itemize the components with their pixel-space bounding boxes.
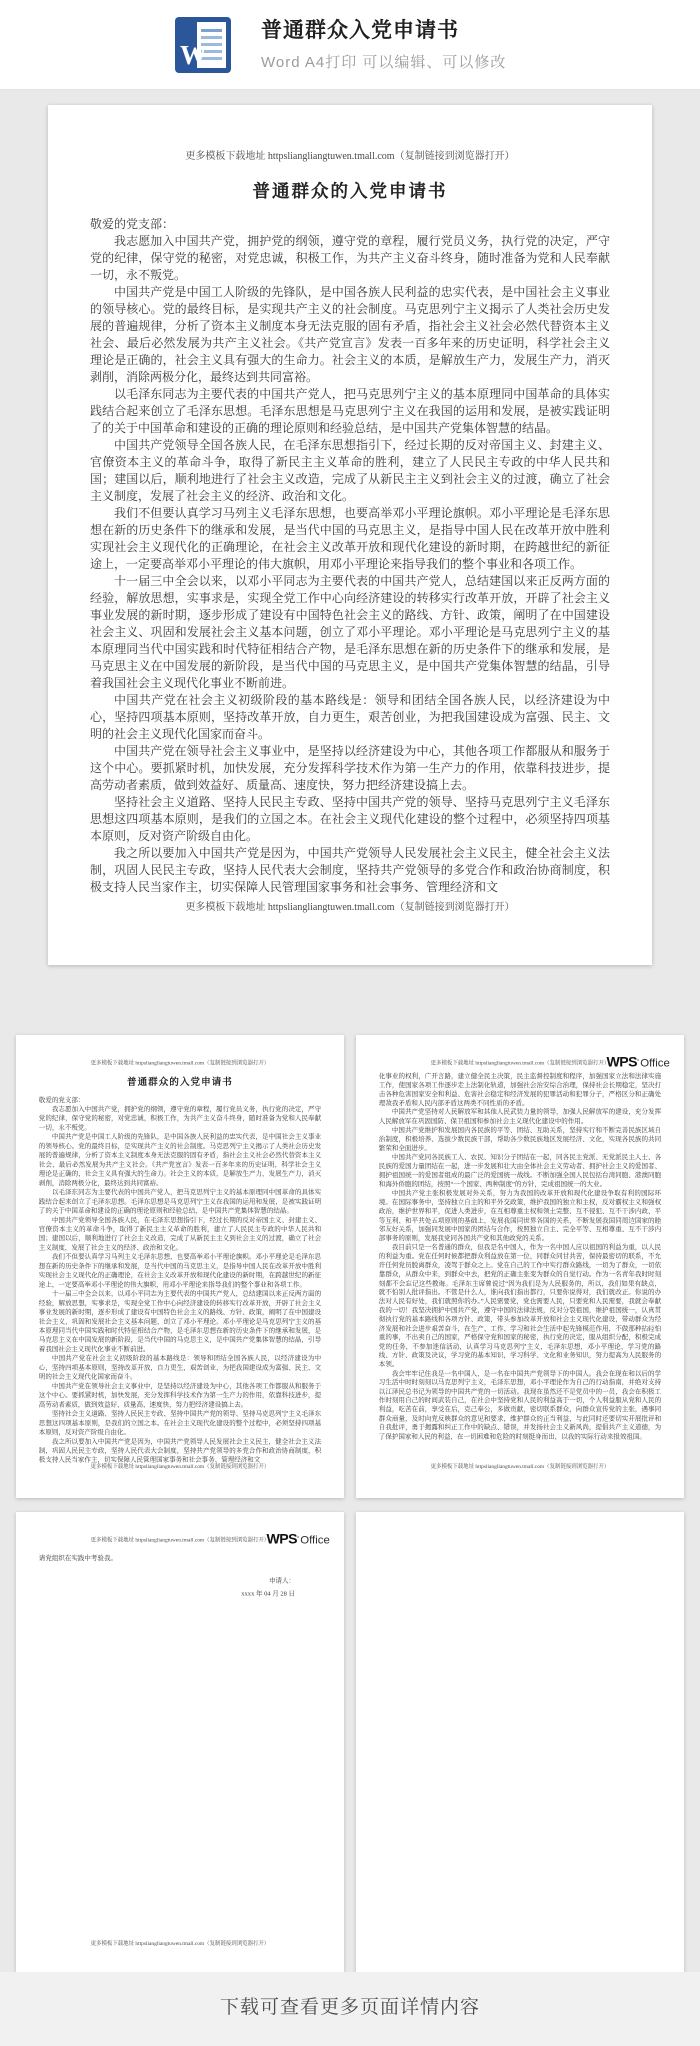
- word-file-icon: [175, 17, 231, 73]
- doc-paragraph: 坚持社会主义道路、坚持人民民主专政、坚持中国共产党的领导、坚持马克思列宁主义毛泽东思想这四项基本原则，是我们的立国之本。在社会主义现代化建设的整个过程中，必须坚持四项基本原则，反对资产阶级自由化。: [90, 795, 610, 843]
- doc-paragraph: 中国共产党同各民族工人、农民、知识分子团结在一起，同各民主党派、无党派民主人士、各民族的爱国力量团结在一起，进一步发展和壮大由全体社会主义劳动者、拥护社会主义的爱国者、拥护祖国统一的爱国者组成的最广泛的爱国统一战线。不断加强全国人民包括台湾同胞、港澳同胞和海外侨胞的团结，按照“一个国家、两种制度”的方针，完成祖国统一的大业。: [378, 1152, 662, 1188]
- doc-paragraph: 以毛泽东同志为主要代表的中国共产党人，把马克思列宁主义的基本原理同中国革命的具体实践结合起来创立了毛泽东思想。毛泽东思想是马克思列宁主义在我国的运用和发展，是被实践证明了的关于中国革命和建设的正确的理论原则和经验总结，是中国共产党集体智慧的结晶。: [38, 1188, 322, 1215]
- doc-paragraph: 中国共产党在领导社会主义事业中，是坚持以经济建设为中心，其他各项工作都服从和服务于这个中心。要抓紧时机，加快发展，充分发挥科学技术作为第一生产力的作用，依靠科技进步，提高劳动者素质，做到效益好、质量高、速度快，努力把经济建设搞上去。: [90, 744, 610, 792]
- page-subtitle: Word A4打印 可以编辑、可以修改: [261, 53, 507, 71]
- thumbnail-grid: [0, 1035, 700, 1972]
- doc-paragraph: 中国共产党主张积极发展对外关系，努力为我国的改革开放和现代化建设争取有利的国际环境。在国际事务中，坚持独立自主的和平外交政策，维护我国的独立和主权，反对霸权主义和强权政治，维护世界和平，促进人类进步，在互相尊重主权和领土完整、互不侵犯、互不干涉内政、平等互利、和平共处五项原则的基础上，发展我国同世界各国的关系，不断发展我国同周边国家的睦邻友好关系，加强同发展中国家的团结与合作，按照独立自主、完全平等、互相尊重、互不干涉内部事务的原则，发展我党同各国共产党和其他政党的关系。: [378, 1189, 662, 1242]
- page-thumbnail-1[interactable]: [16, 1035, 344, 1498]
- doc-paragraph: 中国共产党维护和发展国内各民族的平等、团结、互助关系，坚持实行和不断完善民族区域自治制度，积极培养、选拔少数民族干部，帮助各少数民族地区发展经济、文化，实现各民族的共同繁荣和全面进步。: [378, 1125, 662, 1152]
- doc-watermark-footer: 更多模板下载地址 httpsliangliangtuwen.tmall.com（复制链接到浏览器打开）: [90, 1463, 270, 1470]
- wps-office-logo: WPS°Office: [606, 1053, 670, 1070]
- doc-title: 普通群众的入党申请书: [252, 181, 448, 201]
- doc-signature-block: [16, 1574, 344, 1600]
- page-thumbnail-2[interactable]: [356, 1035, 684, 1498]
- doc-paragraph: 我们不但要认真学习马列主义毛泽东思想，也要高举邓小平理论旗帜。邓小平理论是毛泽东思想在新的历史条件下的继承和发展，是当代中国的马克思主义，是指导中国人民在改革开放中胜利实现社会主义现代化的正确理论，在社会主义改革开放和现代化建设的新时期，在跨越世纪的新征途上，一定要高举邓小平理论的伟大旗帜，用邓小平理论来指导我们的整个事业和各项工作。: [38, 1252, 322, 1288]
- doc-paragraph: 中国共产党领导全国各族人民，在毛泽东思想指引下，经过长期的反对帝国主义、封建主义、官僚资本主义的革命斗争，取得了新民主主义革命的胜利，建立了人民民主专政的中华人民共和国；建国以后，顺利地进行了社会主义改造，完成了从新民主主义到社会主义的过渡，确立了社会主义制度，发展了社会主义的经济、政治和文化。: [90, 438, 610, 503]
- doc-watermark-header: 更多模板下载地址 httpsliangliangtuwen.tmall.com（复制链接到浏览器打开）: [185, 151, 515, 162]
- doc-watermark-header: 更多模板下载地址 httpsliangliangtuwen.tmall.com（复制链接到浏览器打开）: [430, 1059, 610, 1066]
- doc-paragraph: 十一届三中全会以来，以邓小平同志为主要代表的中国共产党人，总结建国以来正反两方面的经验，解放思想，实事求是，实现全党工作中心向经济建设的转移实行改革开放，开辟了社会主义事业发展的新时期，逐步形成了建设有中国特色社会主义的路线、方针、政策，阐明了在中国建设社会主义、巩固和发展社会主义基本问题，创立了邓小平理论。邓小平理论是马克思列宁主义的基本原理同当代中国实践和时代特征相结合产物，是毛泽东思想在新的历史条件下的继承和发展，是马克思主义在中国发展的新阶段，是当代中国的马克思主义，是中国共产党集体智慧的结晶，引导着我国社会主义现代化事业不断前进。: [90, 574, 610, 690]
- doc-paragraph: 中国共产党领导全国各族人民，在毛泽东思想指引下，经过长期的反对帝国主义、封建主义、官僚资本主义的革命斗争，取得了新民主主义革命的胜利，建立了人民民主专政的中华人民共和国；建国以后，顺利地进行了社会主义改造，完成了从新民主主义到社会主义的过渡，确立了社会主义制度，发展了社会主义的经济、政治和文化。: [38, 1215, 322, 1252]
- doc-body-page1-thumb: [39, 1095, 321, 1464]
- doc-paragraph: 我志愿加入中国共产党，拥护党的纲领，遵守党的章程，履行党员义务，执行党的决定，严守党的纪律，保守党的秘密，对党忠诚，积极工作，为共产主义奋斗终身，随时准备为党和人民奉献一切，永不叛党。: [90, 234, 610, 282]
- doc-paragraph: 中国共产党是中国工人阶级的先锋队，是中国各族人民利益的忠实代表，是中国社会主义事业的领导核心。党的最终目标，是实现共产主义的社会制度。马克思列宁主义揭示了人类社会历史发展的普遍规律，分析了资本主义制度本身无法克服的固有矛盾，指社会主义社会必然代替资本主义社会、最后必然发展为共产主义社会。《共产党宣言》发表一百多年来的历史证明，科学社会主义理论是正确的，社会主义具有强大的生命力。社会主义的本质，是解放生产力，发展生产力，消灭剥削，消除两极分化，最终达到共同富裕。: [38, 1132, 322, 1187]
- doc-salutation: 敬爱的党支部：: [38, 1095, 85, 1104]
- doc-watermark-header: 更多模板下载地址 httpsliangliangtuwen.tmall.com（复制链接到浏览器打开）: [90, 1059, 270, 1066]
- doc-watermark-footer: 更多模板下载地址 httpsliangliangtuwen.tmall.com（复制链接到浏览器打开）: [430, 1463, 610, 1470]
- bottom-note-bar: [0, 1972, 700, 2046]
- doc-salutation: 敬爱的党支部：: [90, 217, 175, 231]
- footer-note: 下载可查看更多页面详情内容: [219, 1997, 480, 2018]
- page-thumbnail-3[interactable]: [16, 1512, 344, 1972]
- doc-date: xxxx 年 04 月 28 日: [241, 1589, 296, 1598]
- doc-paragraph: 我志愿加入中国共产党，拥护党的纲领，遵守党的章程，履行党员义务，执行党的决定，严守党的纪律，保守党的秘密，对党忠诚，积极工作，为共产主义奋斗终身，随时准备为党和人民奉献一切，永不叛党。: [38, 1105, 322, 1132]
- header-bar: [0, 0, 700, 90]
- doc-paragraph: 我之所以要加入中国共产党是因为，中国共产党领导人民发展社会主义民主，健全社会主义法制，巩固人民民主专政，坚持人民代表大会制度，坚持共产党领导的多党合作和政治协商制度，积极支持人民当家作主，切实保障人民管理国家事务和社会事务、管理经济和文: [90, 846, 610, 894]
- wps-office-logo: WPS°Office: [266, 1530, 330, 1547]
- doc-signer: 申请人：: [268, 1576, 296, 1585]
- doc-paragraph: 我会牢牢记住我是一名中国人，是一名在中国共产党领导下的中国人。我会在现在和以后的学习生活中时时刻刻以马克思列宁主义，毛泽东思想，邓小平理论作为自己的行动指南，并绝对支持以江泽民总书记为领导的中国共产党的一切活动。我现在虽然还不是党员中的一员，我会在积极工作时刻用自己的时间武装自己，在社会中坚持党和人民的利益高于一切，个人利益服从党和人民的利益，吃苦在前，享受在后，克己奉公，多做贡献，密切联系群众，向群众宣传党的主张，遇事同群众商量，及时向党反映群众的意见和要求，维护群众的正当利益，与此同时还要切实开展批评和自我批评，勇于揭露和纠正工作中的缺点、错误，并发扬社会主义新风尚，提倡共产主义道德，为了保护国家和人民的利益，在一切困难和危险的时刻挺身而出，以我的实际行动来报效祖国。: [378, 1369, 662, 1440]
- page-title: 普通群众入党申请书: [261, 18, 459, 42]
- doc-watermark-footer: 更多模板下载地址 httpsliangliangtuwen.tmall.com（复制链接到浏览器打开）: [90, 1940, 270, 1947]
- doc-paragraph: 中国共产党在社会主义初级阶段的基本路线是：领导和团结全国各族人民，以经济建设为中心，坚持四项基本原则，坚持改革开放，自力更生，艰苦创业，为把我国建设成为富强、民主、文明的社会主义现代化国家而奋斗。: [38, 1354, 322, 1381]
- doc-closing-line: 请党组织在实践中考验我。: [38, 1553, 117, 1562]
- doc-paragraph: 中国共产党是中国工人阶级的先锋队，是中国各族人民利益的忠实代表，是中国社会主义事业的领导核心。党的最终目标，是实现共产主义的社会制度。马克思列宁主义揭示了人类社会历史发展的普遍规律，分析了资本主义制度本身无法克服的固有矛盾，指社会主义社会必然代替资本主义社会、最后必然发展为共产主义社会。《共产党宣言》发表一百多年来的历史证明，科学社会主义理论是正确的，社会主义具有强大的生命力。社会主义的本质，是解放生产力，发展生产力，消灭剥削，消除两极分化，最终达到共同富裕。: [90, 285, 610, 384]
- preview-area: [0, 105, 700, 1972]
- doc-paragraph: 中国共产党坚持对人民解放军和其他人民武装力量的领导，加强人民解放军的建设，充分发挥人民解放军在巩固国防、保卫祖国和参加社会主义现代化建设中的作用。: [378, 1107, 662, 1125]
- doc-paragraph: 我之所以要加入中国共产党是因为，中国共产党领导人民发展社会主义民主，健全社会主义法制，巩固人民民主专政，坚持人民代表大会制度，坚持共产党领导的多党合作和政治协商制度，积极支持人民当家作主，切实保障人民管理国家事务和社会事务、管理经济和文: [38, 1437, 322, 1464]
- doc-paragraph: 中国共产党在社会主义初级阶段的基本路线是：领导和团结全国各族人民，以经济建设为中心，坚持四项基本原则，坚持改革开放，自力更生，艰苦创业，为把我国建设成为富强、民主、文明的社会主义现代化国家而奋斗。: [90, 693, 610, 741]
- doc-paragraph: 化事业的权利，广开言路，建立健全民主决策，民主监督控制度和程序，加强国家立法和法律实施工作，使国家各项工作逐步走上法制化轨道，加强社会治安综合治理，保持社会长期稳定，坚决打击各种危害国家安全和利益、危害社会稳定和经济发展的犯罪活动和犯罪分子，严格区分和正确处理敌我矛盾和人民内部矛盾这两类不同性质的矛盾。: [378, 1071, 662, 1107]
- doc-paragraph: 十一届三中全会以来，以邓小平同志为主要代表的中国共产党人，总结建国以来正反两方面的经验，解放思想，实事求是，实现全党工作中心向经济建设的转移实行改革开放，开辟了社会主义事业发展的新时期，逐步形成了建设有中国特色社会主义的路线、方针、政策，阐明了在中国建设社会主义、巩固和发展社会主义基本问题，创立了邓小平理论。邓小平理论是马克思列宁主义的基本原理同当代中国实践和时代特征相结合产物，是毛泽东思想在新的历史条件下的继承和发展，是马克思主义在中国发展的新阶段，是当代中国的马克思主义，是中国共产党集体智慧的结晶，引导着我国社会主义现代化事业不断前进。: [38, 1289, 322, 1353]
- doc-title: 普通群众的入党申请书: [127, 1076, 233, 1088]
- doc-paragraph: 以毛泽东同志为主要代表的中国共产党人，把马克思列宁主义的基本原理同中国革命的具体实践结合起来创立了毛泽东思想。毛泽东思想是马克思列宁主义在我国的运用和发展，是被实践证明了的关于中国革命和建设的正确的理论原则和经验总结，是中国共产党集体智慧的结晶。: [90, 387, 610, 435]
- doc-paragraph: 中国共产党在领导社会主义事业中，是坚持以经济建设为中心，其他各项工作都服从和服务于这个中心。要抓紧时机，加快发展，充分发挥科学技术作为第一生产力的作用，依靠科技进步，提高劳动者素质，做到效益好、质量高、速度快，努力把经济建设搞上去。: [38, 1381, 322, 1408]
- doc-body-page2: [379, 1071, 661, 1440]
- doc-paragraph: 我目前只是一名普通的群众，但我是名中国人，作为一名中国人应以祖国的利益为重，以人民的利益为重。党在任何时候都把群众利益放在第一位，同群众同甘共苦，保持最密切的联系，不允许任何党员脱离群众，凌驾于群众之上。党在自己的工作中实行群众路线，一切为了群众，一切依靠群众，从群众中来，到群众中去，把党的正确主张变为群众的自觉行动。作为一名青年我时时刻刻都不会忘记这些教诲。毛泽东主席曾说过“因为我们是为人民服务的，所以，我们如果有缺点，就不怕别人批评指出。不管是什么人，谁向我们指出都行，只要你说得对，我们就改正。你说的办法对人民有好处，我们就照你的办。”人民需要党，党也需要人民，只要党和人民需要，我就会奉献我的一切！我坚决拥护中国共产党，遵守中国的法律法规，反对分裂祖国，维护祖国统一，认真贯彻执行党的基本路线和各项方针、政策，带头参加改革开放和社会主义现代化建设，带动群众为经济发展和社会进步艰苦奋斗，在生产、工作、学习和社会生活中起先锋模范作用，不做那种拈轻怕重的事，不出卖自己的国家，严格保守党和国家的秘密，执行党的决定，服从组织分配，积极完成党的任务，不参加迷信活动，认真学习马克思列宁主义，毛泽东思想，邓小平理论，学习党的路线、方针、政策及决议，学习党的基本知识，学习科学、文化和业务知识，努力提高为人民服务的本领。: [378, 1243, 662, 1368]
- doc-watermark-footer: 更多模板下载地址 httpsliangliangtuwen.tmall.com（复制链接到浏览器打开）: [185, 902, 515, 913]
- word-icon-letter: W: [180, 39, 207, 70]
- doc-watermark-header: 更多模板下载地址 httpsliangliangtuwen.tmall.com（复制链接到浏览器打开）: [90, 1536, 270, 1543]
- page-preview-1[interactable]: [48, 105, 652, 965]
- page-thumbnail-4-blank[interactable]: [356, 1512, 684, 1972]
- doc-body-page1: [90, 216, 610, 896]
- doc-paragraph: 坚持社会主义道路、坚持人民民主专政、坚持中国共产党的领导、坚持马克思列宁主义毛泽东思想这四项基本原则，是我们的立国之本。在社会主义现代化建设的整个过程中，必须坚持四项基本原则，反对资产阶级自由化。: [38, 1409, 322, 1436]
- doc-paragraph: 我们不但要认真学习马列主义毛泽东思想，也要高举邓小平理论旗帜。邓小平理论是毛泽东思想在新的历史条件下的继承和发展，是当代中国的马克思主义，是指导中国人民在改革开放中胜利实现社会主义现代化的正确理论，在社会主义改革开放和现代化建设的新时期，在跨越世纪的新征途上，一定要高举邓小平理论的伟大旗帜，用邓小平理论来指导我们的整个事业和各项工作。: [90, 506, 610, 571]
